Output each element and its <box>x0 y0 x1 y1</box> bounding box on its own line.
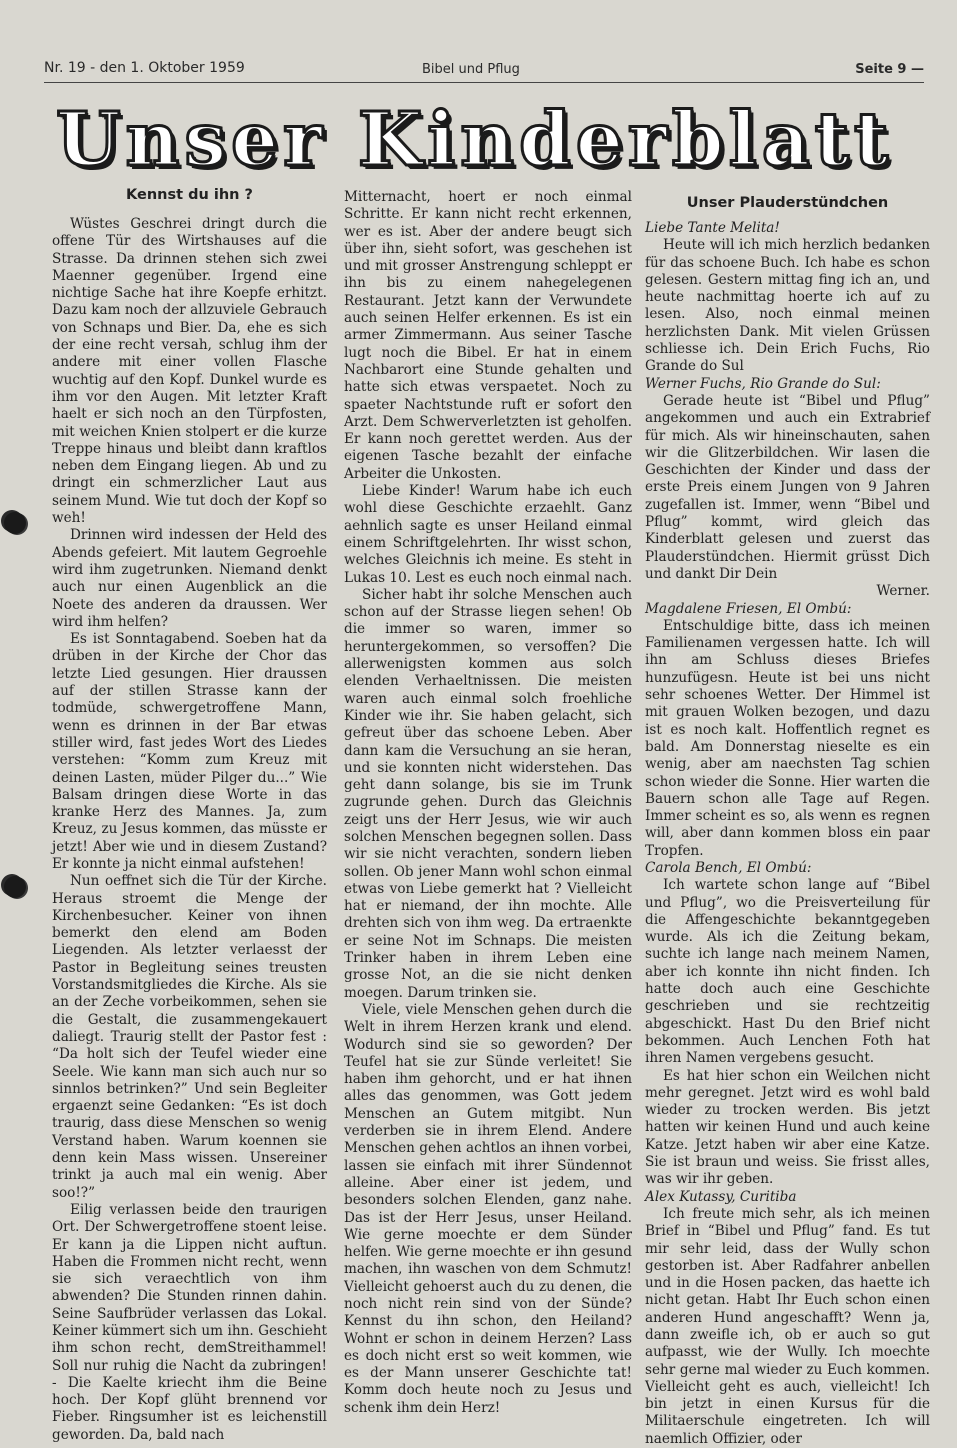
letter-heading: Carola Bench, El Ombú: <box>645 859 812 876</box>
punch-hole <box>4 512 26 534</box>
letter-heading: Werner Fuchs, Rio Grande do Sul: <box>645 375 881 392</box>
letter-paragraph: Ich freute mich sehr, als ich meinen Brief in “Bibel und Pflug” fand. Es tut mir sehr leid, dass der Wully schon gestorben ist. Aber Radfahrer anbellen und in die Hosen packen, das haette ich nicht getan. Habt Ihr Euch schon einen anderen Hund angeschafft? Wenn ja, dann zweifle ich, ob er auch so gut aufpasst, wie der Wully. Ich moechte sehr gerne mal wieder zu Euch kommen. Vielleicht geht es auch, vielleicht! Ich bin jetzt in einen Kursus für die Militaerschule eingetreten. Ich will naemlich Offizier, oder <box>645 1205 930 1447</box>
story-paragraph: Liebe Kinder! Warum habe ich euch wohl diese Geschichte erzaehlt. Ganz aehnlich sagte es unser Heiland einmal einem Schriftgelehrten. Ihr wisst schon, welches Gleichnis ich meine. Es steht in Lukas 10. Lest es euch noch einmal nach. <box>344 483 633 586</box>
letter-paragraph: Entschuldige bitte, dass ich meinen Familienamen vergessen hatte. Ich will ihn am Schluss dieses Briefes hunzufügesn. Heute ist bei uns nicht sehr schoenes Wetter. Der Himmel ist mit grauen Wolken bezogen, und dazu ist es noch kalt. Hoffentlich regnet es bald. Am Donnerstag nieselte es ein wenig, aber am naechsten Tag schien schon wieder die Sonne. Hier warten die Bauern schon alle Tage auf Regen. Immer scheint es so, als wenn es regnen will, aber dann kommen bloss ein paar Tropfen. <box>645 617 930 859</box>
letters-title: Unser Plauderstündchen <box>686 195 889 211</box>
column-story-continued <box>344 189 632 1417</box>
letter-heading: Magdalene Friesen, El Ombú: <box>645 600 852 617</box>
story-paragraph: Viele, viele Menschen gehen durch die Welt in ihrem Herzen krank und elend. Wodurch sind sie so geworden? Der Teufel hat sie zur Sünde verleitet! Sie haben ihm gehorcht, und er hat ihnen alles das genommen, was Gott jedem Menschen an Gutem mitgibt. Nun verderben sie in ihrem Elend. Andere Menschen gehen achtlos an ihnen vorbei, lassen sie einfach mit ihrer Sündennot alleine. Aber einer ist jedem, und besonders solchen Elenden, ganz nahe. Das ist der Herr Jesus, unser Heiland. Wie gerne moechte er dem Sünder helfen. Wie gerne moechte er ihn gesund machen, ihn waschen von dem Schmutz! Vielleicht gehoerst auch du zu denen, die noch nicht rein sind von der Sünde? Kennst du ihn schon, den Heiland? Wohnt er schon in deinem Herzen? Lass es doch nicht erst so weit kommen, wie es der Mann unserer Geschichte tat! Komm doch heute noch zu Jesus und schenk ihm dein Herz! <box>344 1001 632 1416</box>
letter-paragraph: Ich wartete schon lange auf “Bibel und Pflug”, wo die Preisverteilung für die Affengeschichte bekanntgegeben wurde. Als ich die Zeitung bekam, suchte ich lange nach meinem Namen, aber ich konnte ihn nicht finden. Ich hatte doch auch eine Geschichte geschrieben und sie rechtzeitig abgeschickt. Hast Du den Brief nicht bekommen. Auch Lenchen Foth hat ihren Namen vergebens gesucht. <box>645 877 930 1067</box>
issue-date: Nr. 19 - den 1. Oktober 1959 <box>44 60 245 76</box>
letter-paragraph: Gerade heute ist “Bibel und Pflug” angekommen und auch ein Extrabrief für mich. Als wir hineinschauten, sahen wir die Glitzerbildchen. Wir lasen die Geschichten der Kinder und dass der erste Preis einem Jungen von 9 Jahren zugefallen ist. Immer, wenn “Bibel und Pflug” kommt, wird gleich das Kinderblatt gelesen und zuerst das Plauderstündchen. Hiermit grüsst Dich und dankt Dir Dein <box>645 392 930 582</box>
punch-hole <box>4 876 26 898</box>
column-story <box>52 186 327 1444</box>
letter-paragraph: Heute will ich mich herzlich bedanken für das schoene Buch. Ich habe es schon gelesen. Gestern mittag fing ich an, und heute nachmittag hoerte ich auf zu lesen. Also, noch einmal meinen herzlichsten Dank. Mit vielen Grüssen schliesse ich. Dein Erich Fuchs, Rio Grande do Sul <box>645 237 930 375</box>
section-banner: Unser Kinderblatt <box>56 97 894 183</box>
story-title: Kennst du ihn ? <box>126 187 253 203</box>
letter-paragraph: Es hat hier schon ein Weilchen nicht mehr geregnet. Jetzt wird es wohl bald wieder zu trocken werden. Bis jetzt hatten wir keinen Hund und auch keine Katze. Jetzt haben wir aber eine Katze. Sie ist braun und weiss. Sie frisst alles, was wir ihr geben. <box>645 1067 930 1188</box>
story-paragraph: Sicher habt ihr solche Menschen auch schon auf der Strasse liegen sehen! Ob die immer so waren, immer so heruntergekommen, so versoffen? Die allerwenigsten kommen aus solch elenden Verhaeltnissen. Die meisten waren auch einmal solch froehliche Kinder wie ihr. Sie haben gelacht, sich gefreut über das schoene Leben. Aber dann kam die Versuchung an sie heran, und sie konnten nicht widerstehen. Das geht dann solange, bis sie im Trunk zugrunde gehen. Durch das Gleichnis zeigt uns der Herr Jesus, wie wir auch solchen Menschen begegnen sollen. Dass wir sie nicht verachten, sondern lieben sollen. Ob jener Mann wohl schon einmal etwas von Liebe gemerkt hat ? Vielleicht hat er niemand, der ihn mochte. Alle drehten sich von ihm weg. Da ertraenkte er seine Not im Schnaps. Die meisten Trinker haben in ihrem Leben eine grosse Not, an die sie nicht denken moegen. Darum trinken sie. <box>344 586 632 1001</box>
page-number: Seite 9 — <box>855 62 924 77</box>
letter-heading: Alex Kutassy, Curitiba <box>645 1188 797 1205</box>
story-paragraph: Nun oeffnet sich die Tür der Kirche. Heraus stroemt die Menge der Kirchenbesucher. Keiner von ihnen bemerkt den elend am Boden Liegenden. Als letzter verlaesst der Pastor in Begleitung seines treusten Vorstandsmitgliedes die Kirche. Als sie an der Zeche vorbeikommen, sehen sie die Gestalt, die zusammengekauert daliegt. Traurig stellt der Pastor fest : “Da holt sich der Teufel wieder eine Seele. Wie kann man sich auch nur so sinnlos betrinken?” Und sein Begleiter ergaenzt seine Gedanken: “Es ist doch traurig, dass diese Menschen so wenig Verstand haben. Warum koennen sie denn kein Mass wissen. Unsereiner trinkt ja auch mal ein wenig. Aber soo!?” <box>52 873 327 1201</box>
story-paragraph: Drinnen wird indessen der Held des Abends gefeiert. Mit lautem Gegroehle wird ihm zugetrunken. Niemand denkt auch nur einen Augenblick an die Noete des anderen da draussen. Wer wird ihm helfen? <box>52 527 327 630</box>
column-letters <box>645 186 930 1448</box>
header-rule <box>44 82 924 83</box>
page-header <box>44 58 924 80</box>
story-paragraph: Mitternacht, hoert er noch einmal Schritte. Er kann nicht recht erkennen, wer es ist. Aber der andere beugt sich über ihn, sieht sofort, was geschehen ist und mit grosser Anstrengung schleppt er ihn bis zu einem nahegelegenen Restaurant. Jetzt kann der Verwundete auch seinen Helfer erkennen. Es ist ein armer Zimmermann. Aus seiner Tasche lugt noch die Bibel. Er hat in einem Nachbarort eine Stunde gehalten und hatte sich etwas verspaetet. Noch zu spaeter Nachtstunde ruft er sofort den Arzt. Dem Schwerverletzten ist geholfen. Er kann noch gerettet werden. Aus der eigenen Tasche bezahlt der einfache Arbeiter die Unkosten. <box>344 189 632 482</box>
story-paragraph: Wüstes Geschrei dringt durch die offene Tür des Wirtshauses auf die Strasse. Da drinnen stehen sich zwei Maenner gegenüber. Irgend eine nichtige Sache hat ihre Koepfe erhitzt. Dazu kam noch der allzuviele Gebrauch von Schnaps und Bier. Da, ehe es sich der eine recht versah, schlug ihm der andere mit einer vollen Flasche wuchtig auf den Kopf. Dunkel wurde es ihm vor den Augen. Mit letzter Kraft haelt er sich noch an den Türpfosten, mit weichen Knien stolpert er die kurze Treppe hinaus und bleibt dann kraftlos neben dem Eingang liegen. Ab und zu dringt ein schmerzlicher Laut aus seinem Mund. Wie tut doch der Kopf so weh! <box>52 216 327 527</box>
publication-title: Bibel und Pflug <box>422 62 520 77</box>
story-paragraph: Es ist Sonntagabend. Soeben hat da drüben in der Kirche der Chor das letzte Lied gesungen. Hier draussen auf der stillen Strasse kann der todmüde, schwergetroffene Mann, wenn es drinnen in der Bar etwas stiller wird, fast jedes Wort des Liedes verstehen: “Komm zum Kreuz mit deinen Lasten, müder Pilger du...” Wie Balsam dringen diese Worte in das kranke Herz des Mannes. Ja, zum Kreuz, zu Jesus kommen, das müsste er jetzt! Aber wie und in diesem Zustand? Er konnte ja nicht einmal aufstehen! <box>52 631 327 872</box>
letter-signature: Werner. <box>876 583 930 600</box>
story-paragraph: Eilig verlassen beide den traurigen Ort. Der Schwergetroffene stoent leise. Er kann ja die Lippen nicht auftun. Haben die Frommen nicht recht, wenn sie sich veraechtlich von ihm abwenden? Die Stunden rinnen dahin. Seine Saufbrüder verlassen das Lokal. Keiner kümmert sich um ihn. Geschieht ihm schon recht, demStreithammel! Soll nur ruhig die Nacht da zubringen! - Die Kaelte kriecht ihm die Beine hoch. Der Kopf glüht brennend vor Fieber. Ringsumher ist es leichenstill geworden. Da, bald nach <box>52 1201 327 1443</box>
letter-heading: Liebe Tante Melita! <box>645 220 780 236</box>
